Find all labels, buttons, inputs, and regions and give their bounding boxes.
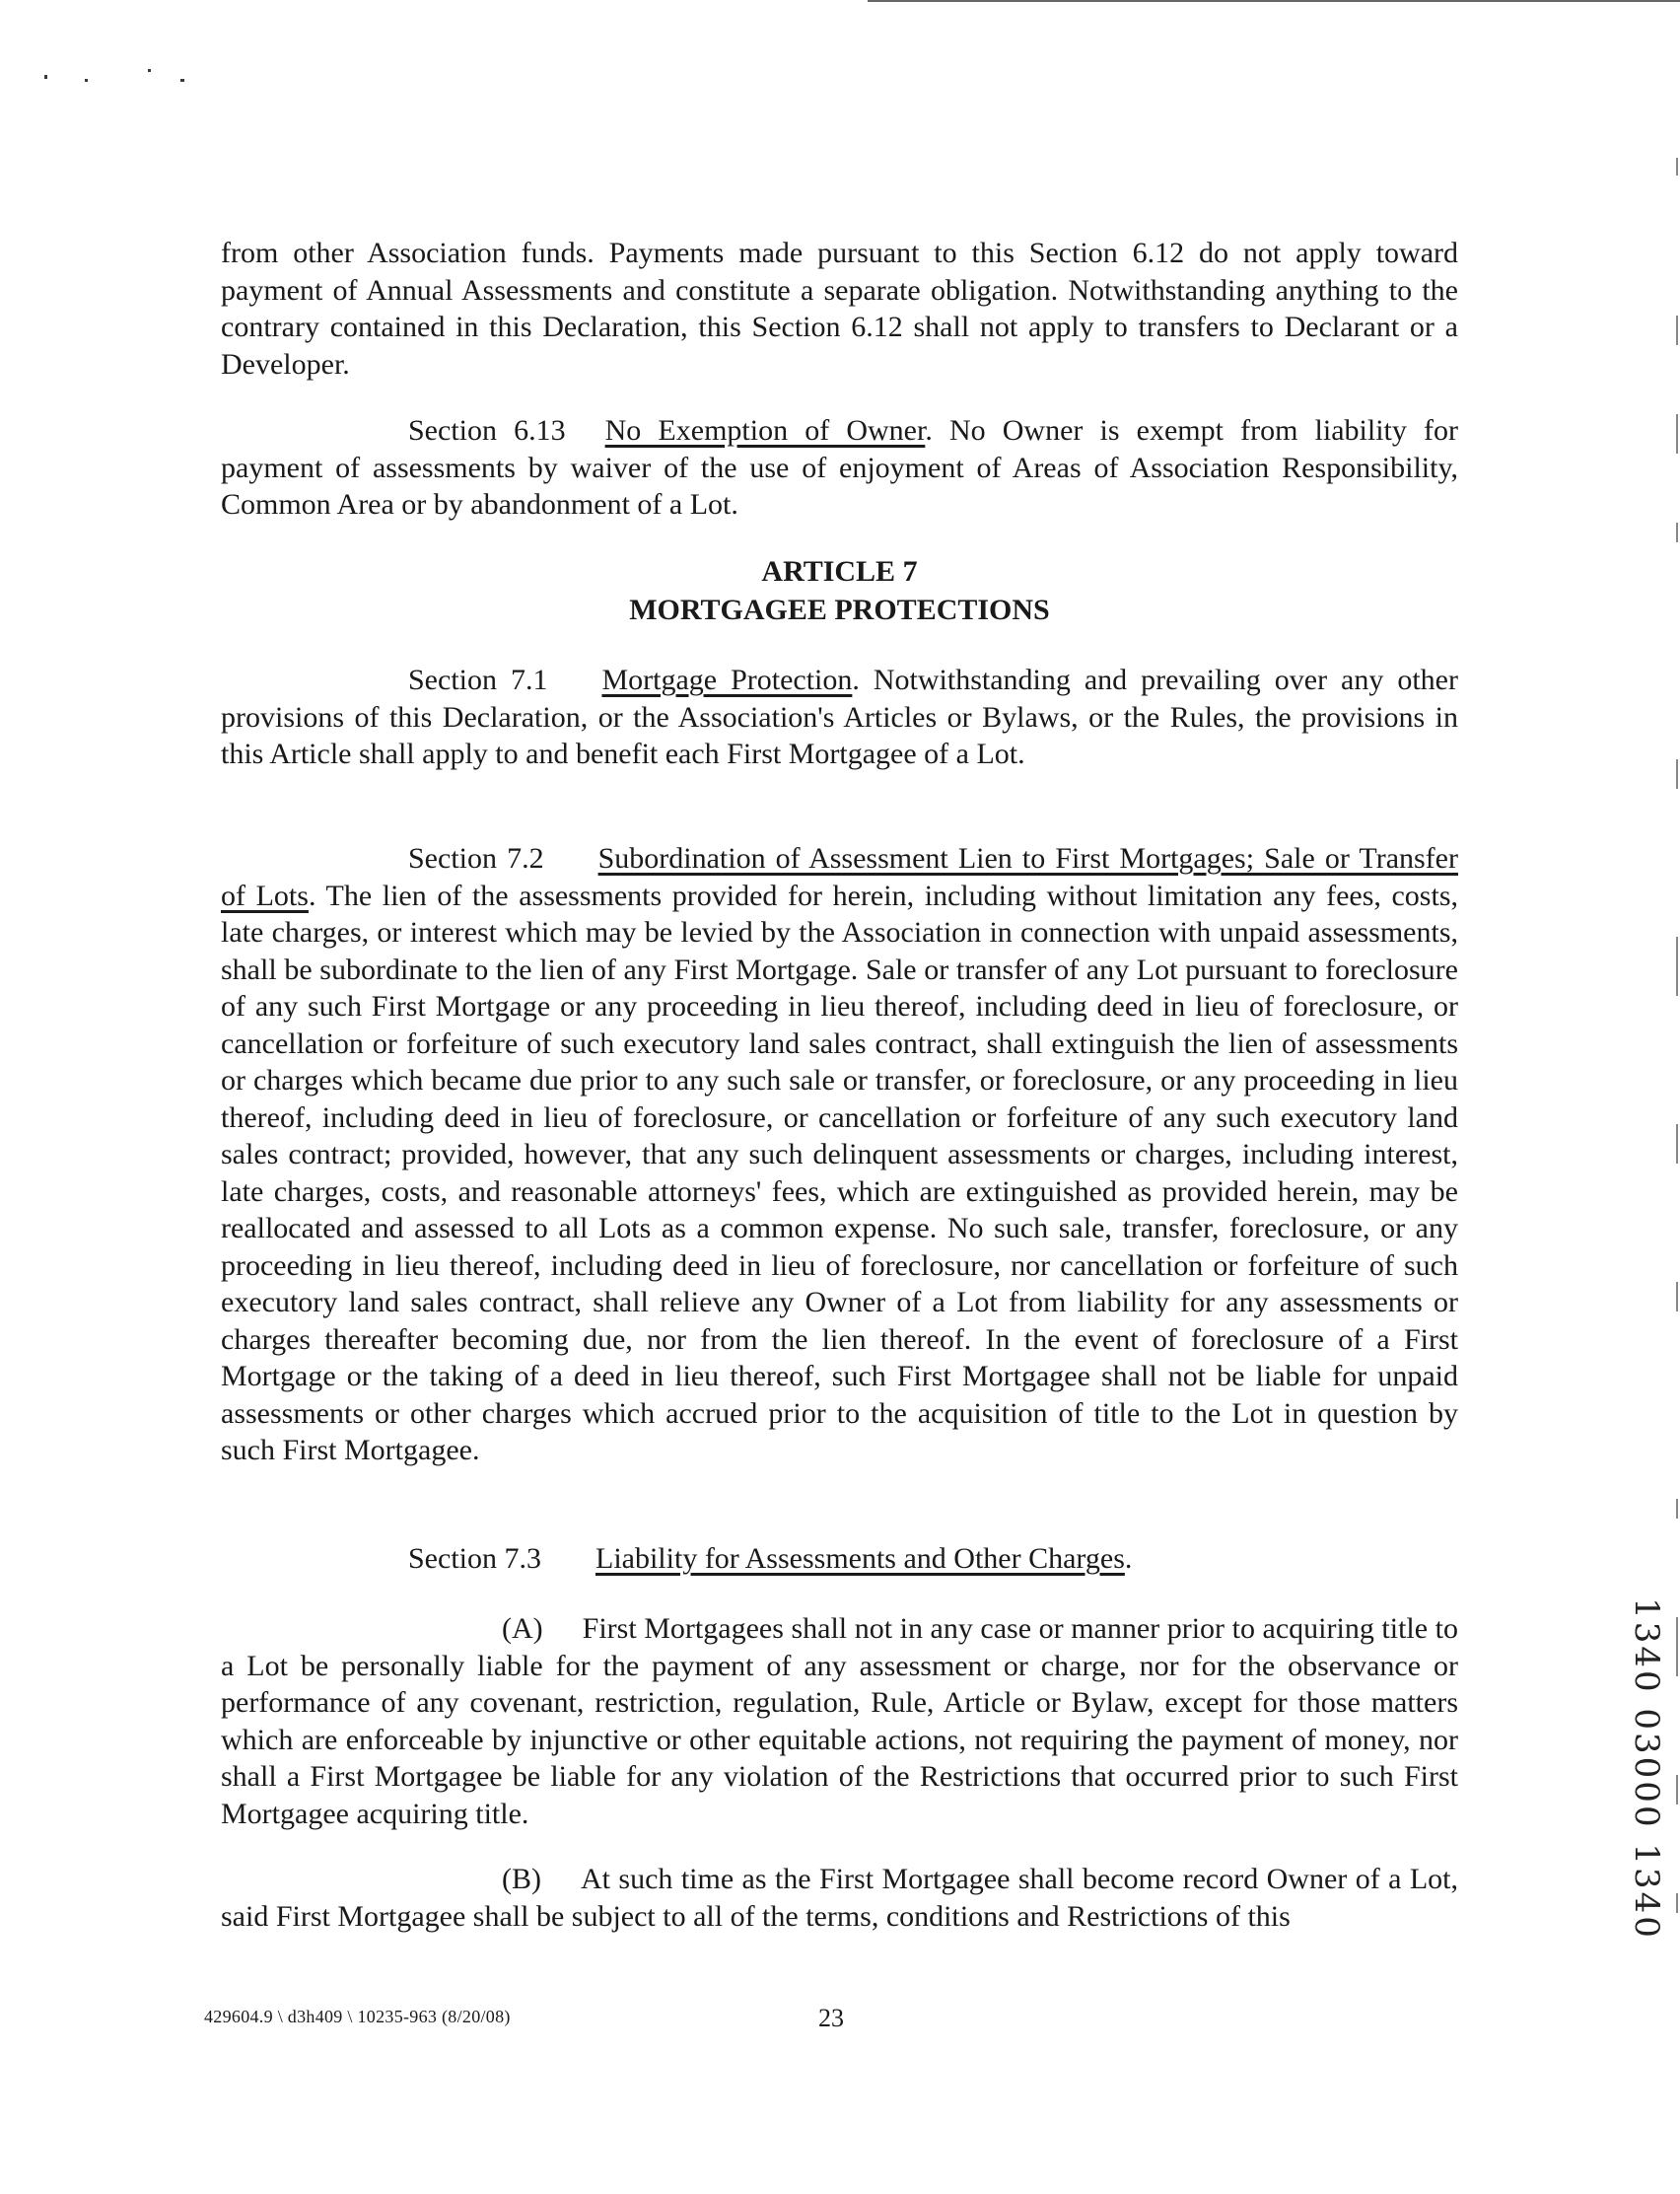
footer-document-id: 429604.9 \ d3h409 \ 10235-963 (8/20/08) (204, 2007, 511, 2026)
section-number: Section 7.1 (408, 664, 548, 696)
edge-tick (1676, 523, 1678, 542)
edge-tick (1676, 1617, 1678, 1676)
edge-tick (1676, 414, 1678, 454)
page-number: 23 (818, 2004, 844, 2032)
section-text: . The lien of the assessments provided for herein, including without limitation any fees, costs, late charges, or interest which may be levied by the Association in connection with unpaid assessments, shall be subordinate to the lien of any First Mortgage. Sale or transfer of any Lot pursuant to foreclosure of any such First Mortgage or any proceeding in lieu thereof, including deed in lieu of foreclosure, or cancellation or forfeiture of such executory land sales contract, shall extinguish the lien of assessments or charges which became due prior to any such sale or transfer, or foreclosure, or any proceeding in lieu thereof, including deed in lieu of foreclosure, or cancellation or forfeiture of any such executory land sales contract; provided, however, that any such delinquent assessments or charges, including interest, late charges, costs, and reasonable attorneys' fees, which are extinguished as provided herein, may be reallocated and assessed to all Lots as a common expense. No such sale, transfer, foreclosure, or any proceeding in lieu thereof, including deed in lieu of foreclosure, nor cancellation or forfeiture of such executory land sales contract, shall relieve any Owner of a Lot from liability for any assessments or charges thereafter becoming due, nor from the lien thereof. In the event of foreclosure of a First Mortgage or the taking of a deed in lieu thereof, such First Mortgagee shall not be liable for unpaid assessments or other charges which accrued prior to the acquisition of title to the Lot in question by such First Mortgagee. (221, 879, 1458, 1466)
edge-tick (1676, 937, 1678, 996)
section-title: Liability for Assessments and Other Charges (595, 1542, 1125, 1575)
paragraph-continuation: from other Association funds. Payments made pursuant to this Section 6.12 do not apply toward payment of Annual Assessments and constitute a separate obligation. Notwithstanding anything to the contrary contained in this Declaration, this Section 6.12 shall not apply to transfers to Declarant or a Developer. (221, 237, 1458, 381)
edge-tick (1676, 759, 1678, 789)
edge-tick (1676, 1499, 1678, 1519)
subsection-text: At such time as the First Mortgagee shall become record Owner of a Lot, said First Mortgagee shall be subject to all of the terms, conditions and Restrictions of this (221, 1863, 1458, 1933)
edge-tick (1676, 158, 1678, 176)
subsection-7-3-a (221, 1610, 1458, 1832)
scan-speck (148, 69, 151, 72)
subsection-label: (A) (502, 1612, 543, 1645)
section-text: . No Owner is exempt from liability for payment of assessments by waiver of the use of enjoyment of Areas of Association Responsibility, Common Area or by abandonment of a Lot. (221, 414, 1458, 521)
section-7-3 (408, 1540, 1132, 1577)
scan-edge-line (868, 0, 1680, 2)
edge-tick (1676, 1124, 1678, 1164)
section-7-2 (221, 840, 1458, 1469)
subsection-text: First Mortgagees shall not in any case or manner prior to acquiring title to a Lot be personally liable for the payment of any assessment or charge, nor for the observance or performance of any covenant, restriction, regulation, Rule, Article or Bylaw, except for those matters which are enforceable by injunctive or other equitable actions, not requiring the payment of money, nor shall a First Mortgagee be liable for any violation of the Restrictions that occurred prior to such First Mortgagee acquiring title. (221, 1612, 1458, 1830)
section-number: Section 7.3 (408, 1542, 541, 1575)
section-text: . Notwithstanding and prevailing over any other provisions of this Declaration, or the Association's Articles or Bylaws, or the Rules, the provisions in this Article shall apply to and benefit each First Mortgagee of a Lot. (221, 664, 1458, 770)
subsection-label: (B) (502, 1863, 541, 1895)
scan-speck (85, 79, 88, 82)
section-title-end: . (1124, 1542, 1133, 1575)
section-6-13 (221, 412, 1458, 524)
scan-speck (180, 79, 184, 82)
section-title: Mortgage Protection (601, 664, 853, 696)
side-recording-stamp (1617, 1582, 1676, 1956)
section-7-1 (221, 662, 1458, 773)
section-number: Section 6.13 (408, 414, 566, 447)
edge-tick (1676, 316, 1678, 345)
scan-speck (44, 75, 47, 79)
subsection-7-3-b (221, 1861, 1458, 1935)
edge-tick (1676, 1775, 1678, 1805)
article-title: MORTGAGEE PROTECTIONS (629, 594, 1050, 626)
edge-tick (1676, 1282, 1678, 1311)
section-number: Section 7.2 (408, 842, 544, 875)
section-title: Subordination of Assessment Lien to First Mortgages; Sale or Transfer of Lots (221, 842, 1458, 912)
edge-tick (1676, 1893, 1678, 1913)
side-stamp-text: 1340 03000 1340 (1627, 1597, 1666, 1941)
article-number: ARTICLE 7 (761, 555, 918, 588)
section-title: No Exemption of Owner (604, 414, 926, 447)
